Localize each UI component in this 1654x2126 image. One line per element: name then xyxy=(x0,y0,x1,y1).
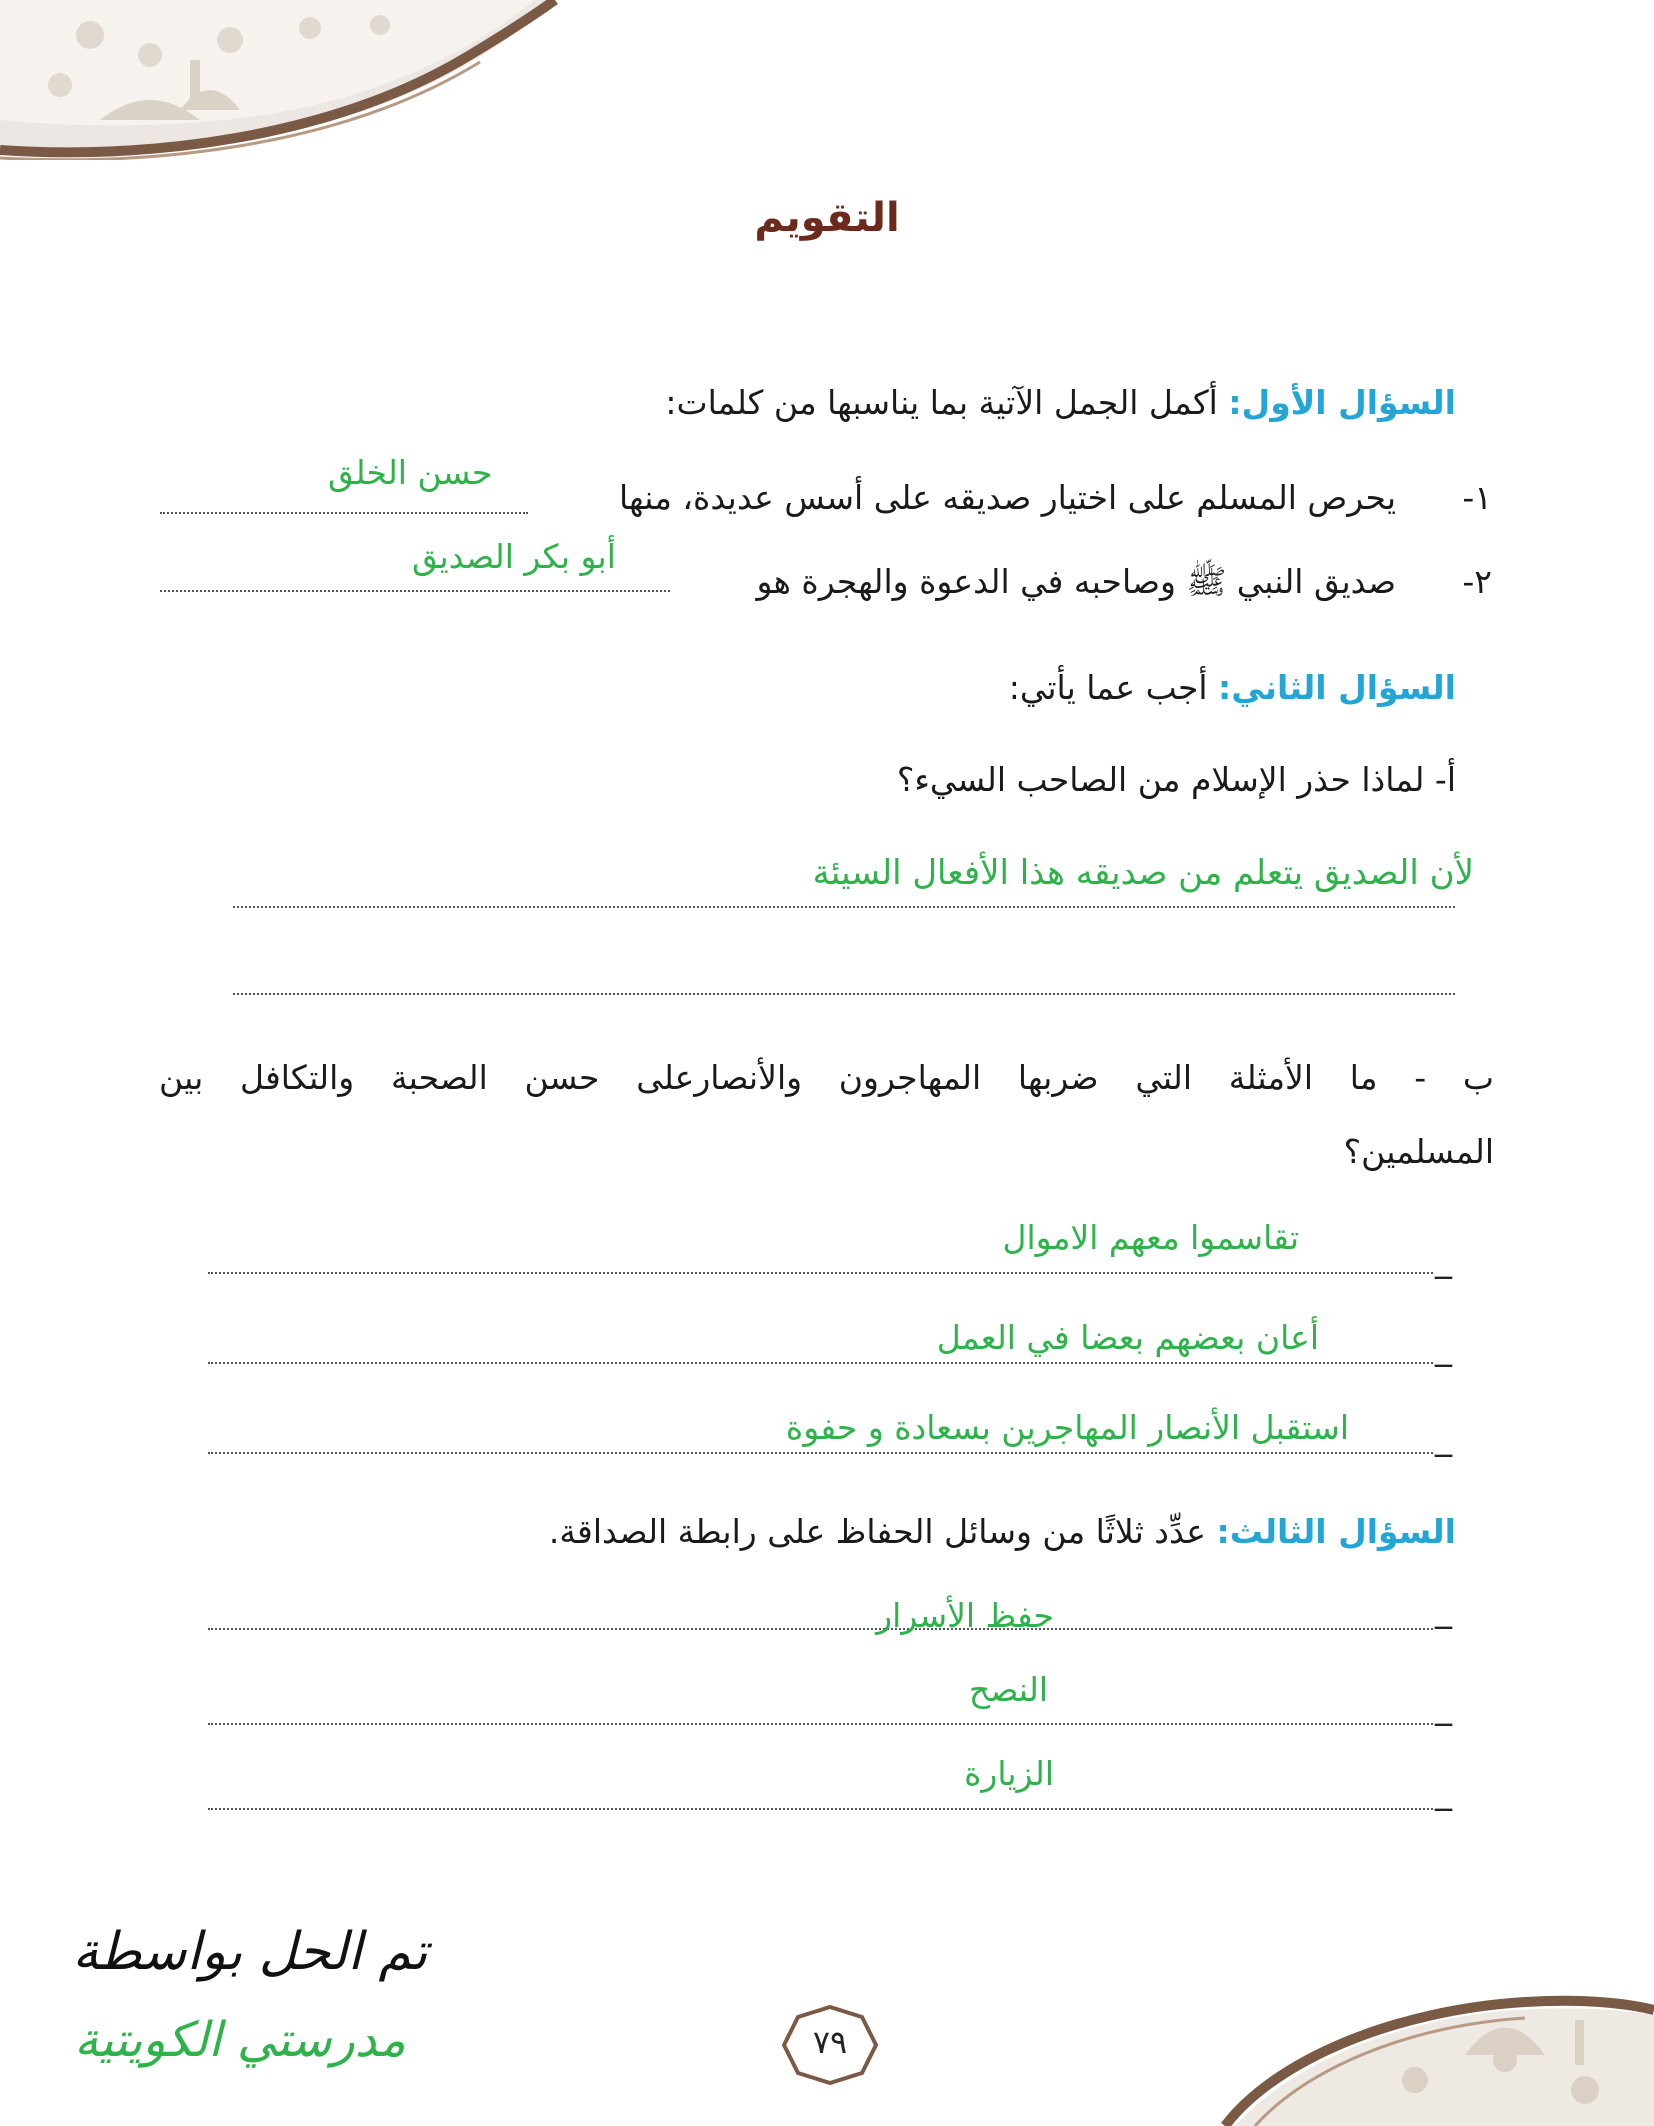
q2a-answer: لأن الصديق يتعلم من صديقه هذا الأفعال السيئة xyxy=(812,853,1474,893)
q2b-answer2-dash: _ xyxy=(1435,1328,1452,1368)
q1-item1-answer: حسن الخلق xyxy=(328,453,493,492)
q1-label: السؤال الأول: xyxy=(1228,383,1456,422)
top-left-decoration xyxy=(0,0,560,160)
q2b-question-line1: ب - ما الأمثلة التي ضربها المهاجرون والأنصارعلى حسن الصحبة والتكافل بين xyxy=(159,1058,1494,1097)
q2b-answer2-line xyxy=(208,1362,1433,1364)
q3-answer2-dash: _ xyxy=(1435,1687,1452,1727)
q1-heading xyxy=(456,383,1456,423)
q3-answer2: النصح xyxy=(968,1670,1048,1709)
q2b-question-line2: المسلمين؟ xyxy=(1343,1132,1494,1171)
page-number-badge xyxy=(780,2005,880,2085)
bottom-right-decoration xyxy=(1215,1960,1654,2126)
page-number: ٧٩ xyxy=(812,2023,848,2061)
q1-item2-text: صديق النبي ﷺ وصاحبه في الدعوة والهجرة هو xyxy=(756,562,1396,601)
q2b-answer2: أعان بعضهم بعضا في العمل xyxy=(936,1318,1319,1357)
q1-item2-number: ٢- xyxy=(1462,562,1492,601)
q2a-answer-line-1 xyxy=(233,906,1455,908)
q2a-question: أ- لماذا حذر الإسلام من الصاحب السيء؟ xyxy=(896,760,1456,799)
q2b-answer3-line xyxy=(208,1452,1433,1454)
q3-answer2-line xyxy=(208,1723,1433,1725)
q2-label: السؤال الثاني: xyxy=(1218,668,1456,707)
q3-answer1-line xyxy=(208,1628,1433,1630)
page-title: التقويم xyxy=(754,195,900,241)
q3-answer1: حفظ الأسرار xyxy=(876,1596,1054,1635)
q2b-answer1-line xyxy=(208,1272,1433,1274)
q3-answer1-dash: _ xyxy=(1435,1590,1452,1630)
q1-item1-text: يحرص المسلم على اختيار صديقه على أسس عديدة، منها xyxy=(618,478,1396,517)
q3-answer3-dash: _ xyxy=(1435,1772,1452,1812)
q3-label: السؤال الثالث: xyxy=(1216,1512,1456,1551)
q2-heading xyxy=(456,668,1456,708)
q3-answer3-line xyxy=(208,1808,1433,1810)
q2-instruction: أجب عما يأتي: xyxy=(1008,668,1208,707)
q3-answer3: الزيارة xyxy=(964,1754,1054,1793)
q1-instruction: أكمل الجمل الآتية بما يناسبها من كلمات: xyxy=(665,383,1218,422)
q2b-answer3-dash: _ xyxy=(1435,1418,1452,1458)
q3-instruction: عدِّد ثلاثًا من وسائل الحفاظ على رابطة الصداقة. xyxy=(548,1512,1206,1551)
q2b-answer1-dash: _ xyxy=(1435,1240,1452,1280)
signature-line2: مدرستي الكويتية xyxy=(74,2012,406,2068)
q3-heading xyxy=(456,1512,1456,1552)
q1-item1-number: ١- xyxy=(1462,478,1492,517)
q1-item2-answer: أبو بكر الصديق xyxy=(412,537,616,576)
q2b-answer1: تقاسموا معهم الاموال xyxy=(1002,1218,1299,1257)
q2b-answer3: استقبل الأنصار المهاجرين بسعادة و حفوة xyxy=(785,1408,1349,1447)
q1-item2-blank xyxy=(160,590,670,592)
signature-line1: تم الحل بواسطة xyxy=(72,1922,428,1982)
q1-item1-blank xyxy=(160,512,528,514)
q2a-answer-line-2 xyxy=(233,993,1455,995)
